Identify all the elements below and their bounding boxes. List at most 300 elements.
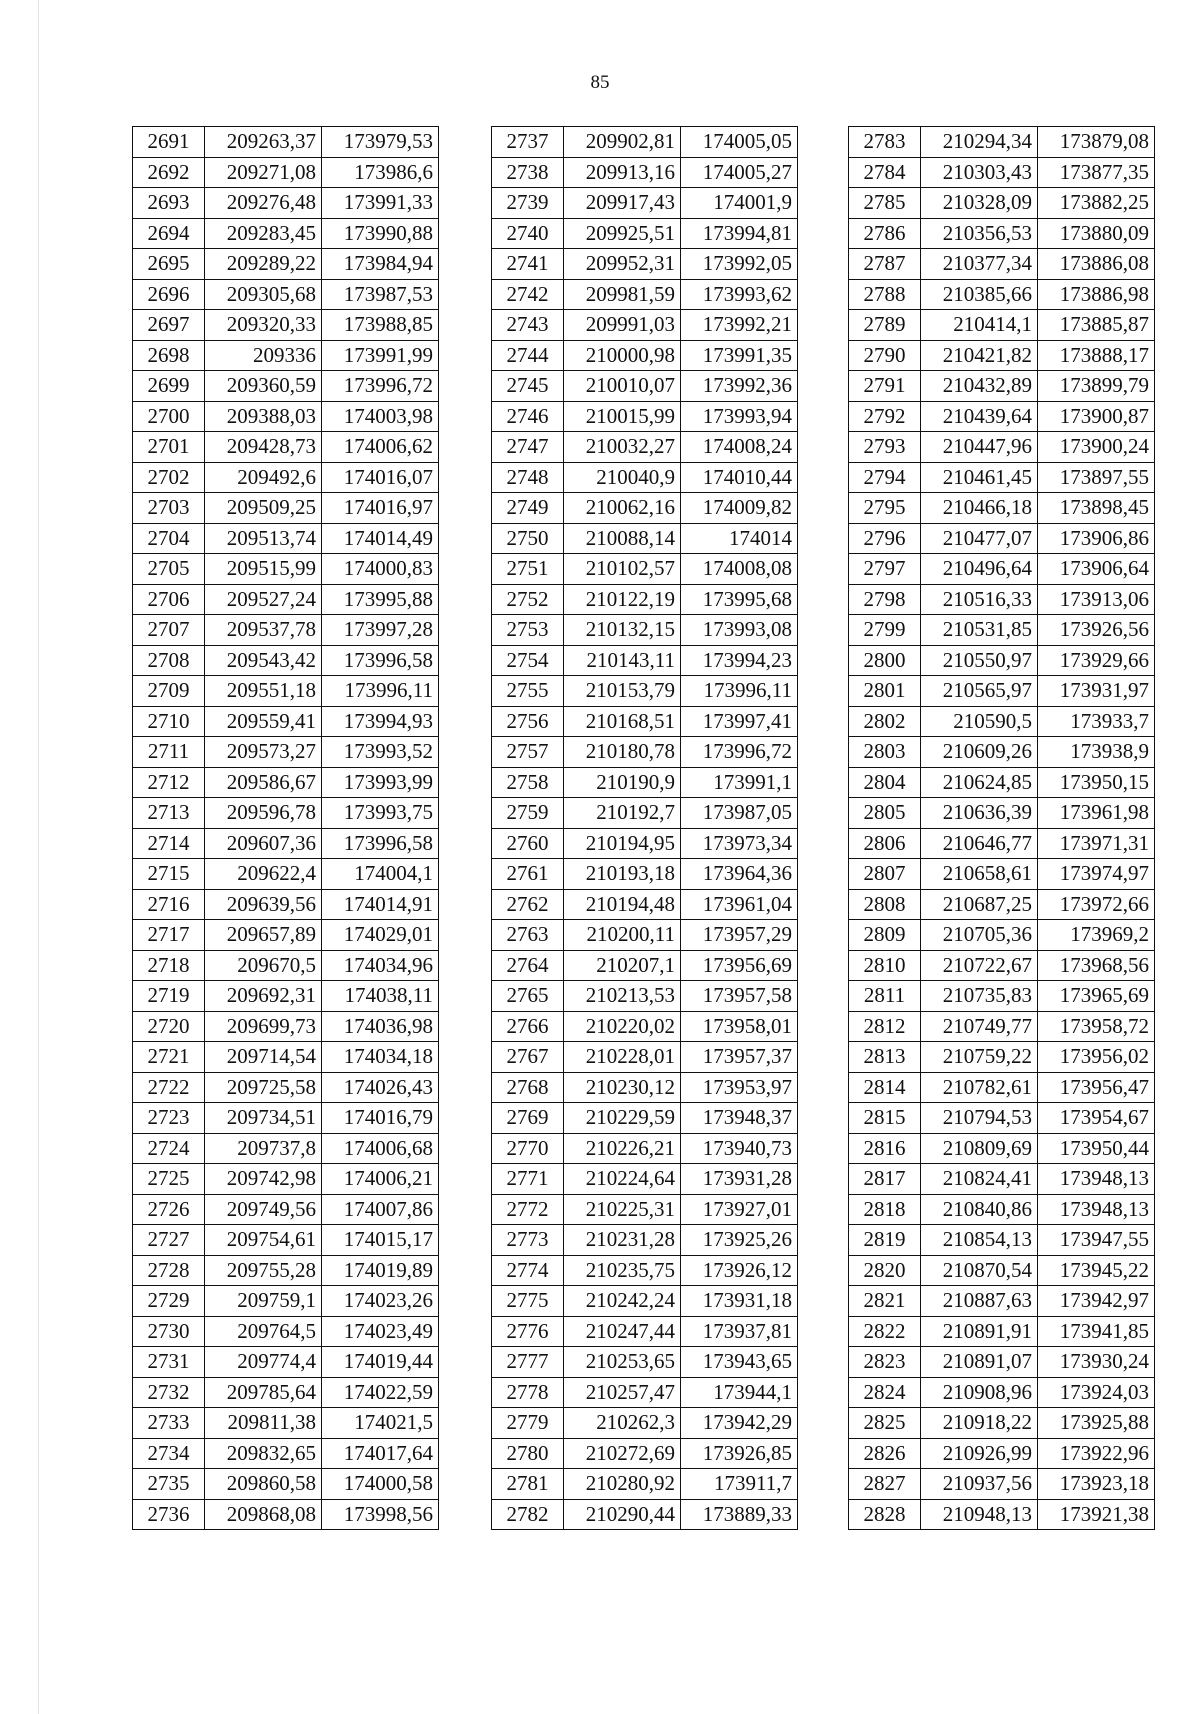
table-row	[849, 584, 1155, 615]
table-row	[492, 1438, 798, 1469]
y-coordinate-cell: 173926,85	[681, 1438, 798, 1469]
point-number-cell: 2704	[133, 523, 205, 554]
table-row	[849, 1499, 1155, 1530]
x-coordinate-cell: 210466,18	[921, 493, 1038, 524]
point-number-cell: 2751	[492, 554, 564, 585]
x-coordinate-cell: 210192,7	[564, 798, 681, 829]
x-coordinate-cell: 210356,53	[921, 218, 1038, 249]
table-row	[849, 462, 1155, 493]
point-number-cell: 2791	[849, 371, 921, 402]
y-coordinate-cell: 173937,81	[681, 1316, 798, 1347]
x-coordinate-cell: 209527,24	[205, 584, 322, 615]
x-coordinate-cell: 210926,99	[921, 1438, 1038, 1469]
y-coordinate-cell: 173925,26	[681, 1225, 798, 1256]
y-coordinate-cell: 173994,93	[322, 706, 439, 737]
y-coordinate-cell: 173923,18	[1038, 1469, 1155, 1500]
table-row	[492, 1011, 798, 1042]
y-coordinate-cell: 174034,96	[322, 950, 439, 981]
table-row	[492, 218, 798, 249]
x-coordinate-cell: 209622,4	[205, 859, 322, 890]
y-coordinate-cell: 173973,34	[681, 828, 798, 859]
table-row	[492, 1042, 798, 1073]
point-number-cell: 2821	[849, 1286, 921, 1317]
x-coordinate-cell: 209725,58	[205, 1072, 322, 1103]
y-coordinate-cell: 174036,98	[322, 1011, 439, 1042]
table-row	[133, 1255, 439, 1286]
y-coordinate-cell: 173956,69	[681, 950, 798, 981]
x-coordinate-cell: 210194,95	[564, 828, 681, 859]
table-row	[849, 310, 1155, 341]
point-number-cell: 2757	[492, 737, 564, 768]
table-row	[849, 1164, 1155, 1195]
page-number: 85	[590, 72, 610, 93]
point-number-cell: 2774	[492, 1255, 564, 1286]
y-coordinate-cell: 173987,53	[322, 279, 439, 310]
table-row	[849, 340, 1155, 371]
y-coordinate-cell: 174016,07	[322, 462, 439, 493]
y-coordinate-cell: 174029,01	[322, 920, 439, 951]
point-number-cell: 2827	[849, 1469, 921, 1500]
x-coordinate-cell: 210824,41	[921, 1164, 1038, 1195]
table-row	[133, 279, 439, 310]
y-coordinate-cell: 173957,29	[681, 920, 798, 951]
table-row	[133, 950, 439, 981]
x-coordinate-cell: 210794,53	[921, 1103, 1038, 1134]
table-row	[492, 1286, 798, 1317]
point-number-cell: 2740	[492, 218, 564, 249]
table-row	[492, 828, 798, 859]
y-coordinate-cell: 174034,18	[322, 1042, 439, 1073]
y-coordinate-cell: 173948,13	[1038, 1194, 1155, 1225]
y-coordinate-cell: 174014	[681, 523, 798, 554]
y-coordinate-cell: 173992,05	[681, 249, 798, 280]
y-coordinate-cell: 174023,26	[322, 1286, 439, 1317]
y-coordinate-cell: 173922,96	[1038, 1438, 1155, 1469]
table-row	[133, 1377, 439, 1408]
x-coordinate-cell: 210496,64	[921, 554, 1038, 585]
table-row	[849, 1042, 1155, 1073]
x-coordinate-cell: 209774,4	[205, 1347, 322, 1378]
table-row	[492, 1225, 798, 1256]
y-coordinate-cell: 174006,68	[322, 1133, 439, 1164]
table-row	[133, 462, 439, 493]
x-coordinate-cell: 210290,44	[564, 1499, 681, 1530]
point-number-cell: 2737	[492, 127, 564, 158]
x-coordinate-cell: 209492,6	[205, 462, 322, 493]
point-number-cell: 2826	[849, 1438, 921, 1469]
table-row	[849, 950, 1155, 981]
point-number-cell: 2770	[492, 1133, 564, 1164]
point-number-cell: 2801	[849, 676, 921, 707]
table-row	[849, 981, 1155, 1012]
y-coordinate-cell: 174010,44	[681, 462, 798, 493]
table-row	[133, 859, 439, 890]
point-number-cell: 2764	[492, 950, 564, 981]
x-coordinate-cell: 210948,13	[921, 1499, 1038, 1530]
table-row	[849, 1438, 1155, 1469]
table-row	[133, 1469, 439, 1500]
x-coordinate-cell: 210891,07	[921, 1347, 1038, 1378]
point-number-cell: 2788	[849, 279, 921, 310]
x-coordinate-cell: 210646,77	[921, 828, 1038, 859]
table-row	[133, 340, 439, 371]
table-row	[849, 889, 1155, 920]
y-coordinate-cell: 173882,25	[1038, 188, 1155, 219]
x-coordinate-cell: 210421,82	[921, 340, 1038, 371]
table-row	[133, 432, 439, 463]
table-row	[492, 188, 798, 219]
y-coordinate-cell: 173940,73	[681, 1133, 798, 1164]
y-coordinate-cell: 173986,6	[322, 157, 439, 188]
table-row	[133, 920, 439, 951]
point-number-cell: 2786	[849, 218, 921, 249]
y-coordinate-cell: 173993,08	[681, 615, 798, 646]
y-coordinate-cell: 173948,13	[1038, 1164, 1155, 1195]
table-row	[133, 1103, 439, 1134]
x-coordinate-cell: 209755,28	[205, 1255, 322, 1286]
table-row	[849, 1255, 1155, 1286]
y-coordinate-cell: 174009,82	[681, 493, 798, 524]
y-coordinate-cell: 173931,18	[681, 1286, 798, 1317]
x-coordinate-cell: 209699,73	[205, 1011, 322, 1042]
point-number-cell: 2776	[492, 1316, 564, 1347]
coordinates-table-1	[132, 126, 439, 1530]
x-coordinate-cell: 209573,27	[205, 737, 322, 768]
point-number-cell: 2756	[492, 706, 564, 737]
table-row	[492, 1133, 798, 1164]
x-coordinate-cell: 210153,79	[564, 676, 681, 707]
table-row	[849, 1377, 1155, 1408]
y-coordinate-cell: 174001,9	[681, 188, 798, 219]
point-number-cell: 2820	[849, 1255, 921, 1286]
point-number-cell: 2763	[492, 920, 564, 951]
y-coordinate-cell: 174007,86	[322, 1194, 439, 1225]
point-number-cell: 2775	[492, 1286, 564, 1317]
x-coordinate-cell: 210088,14	[564, 523, 681, 554]
table-row	[849, 1316, 1155, 1347]
table-row	[492, 249, 798, 280]
table-row	[849, 859, 1155, 890]
table-row	[133, 767, 439, 798]
point-number-cell: 2743	[492, 310, 564, 341]
table-row	[849, 554, 1155, 585]
x-coordinate-cell: 209754,61	[205, 1225, 322, 1256]
y-coordinate-cell: 173924,03	[1038, 1377, 1155, 1408]
table-row	[849, 218, 1155, 249]
y-coordinate-cell: 173968,56	[1038, 950, 1155, 981]
y-coordinate-cell: 173898,45	[1038, 493, 1155, 524]
point-number-cell: 2712	[133, 767, 205, 798]
y-coordinate-cell: 173944,1	[681, 1377, 798, 1408]
point-number-cell: 2760	[492, 828, 564, 859]
y-coordinate-cell: 173995,68	[681, 584, 798, 615]
x-coordinate-cell: 209764,5	[205, 1316, 322, 1347]
coordinates-table-3	[848, 126, 1155, 1530]
table-row	[492, 371, 798, 402]
point-number-cell: 2720	[133, 1011, 205, 1042]
y-coordinate-cell: 173956,02	[1038, 1042, 1155, 1073]
point-number-cell: 2824	[849, 1377, 921, 1408]
y-coordinate-cell: 174038,11	[322, 981, 439, 1012]
x-coordinate-cell: 209832,65	[205, 1438, 322, 1469]
y-coordinate-cell: 173953,97	[681, 1072, 798, 1103]
x-coordinate-cell: 209714,54	[205, 1042, 322, 1073]
point-number-cell: 2792	[849, 401, 921, 432]
point-number-cell: 2699	[133, 371, 205, 402]
y-coordinate-cell: 173938,9	[1038, 737, 1155, 768]
table-row	[492, 1408, 798, 1439]
point-number-cell: 2694	[133, 218, 205, 249]
x-coordinate-cell: 209509,25	[205, 493, 322, 524]
table-row	[492, 767, 798, 798]
x-coordinate-cell: 210122,19	[564, 584, 681, 615]
table-row	[133, 371, 439, 402]
x-coordinate-cell: 210377,34	[921, 249, 1038, 280]
y-coordinate-cell: 173954,67	[1038, 1103, 1155, 1134]
point-number-cell: 2696	[133, 279, 205, 310]
y-coordinate-cell: 173992,36	[681, 371, 798, 402]
x-coordinate-cell: 210328,09	[921, 188, 1038, 219]
y-coordinate-cell: 173906,64	[1038, 554, 1155, 585]
point-number-cell: 2721	[133, 1042, 205, 1073]
y-coordinate-cell: 173991,33	[322, 188, 439, 219]
x-coordinate-cell: 209263,37	[205, 127, 322, 158]
x-coordinate-cell: 209902,81	[564, 127, 681, 158]
point-number-cell: 2802	[849, 706, 921, 737]
point-number-cell: 2818	[849, 1194, 921, 1225]
y-coordinate-cell: 173925,88	[1038, 1408, 1155, 1439]
table-row	[492, 920, 798, 951]
point-number-cell: 2810	[849, 950, 921, 981]
point-number-cell: 2806	[849, 828, 921, 859]
x-coordinate-cell: 210015,99	[564, 401, 681, 432]
table-row	[133, 889, 439, 920]
table-row	[492, 554, 798, 585]
y-coordinate-cell: 174003,98	[322, 401, 439, 432]
y-coordinate-cell: 173897,55	[1038, 462, 1155, 493]
point-number-cell: 2790	[849, 340, 921, 371]
x-coordinate-cell: 210550,97	[921, 645, 1038, 676]
table-row	[849, 1072, 1155, 1103]
y-coordinate-cell: 174022,59	[322, 1377, 439, 1408]
table-row	[849, 1347, 1155, 1378]
point-number-cell: 2705	[133, 554, 205, 585]
table-row	[492, 1072, 798, 1103]
y-coordinate-cell: 173958,01	[681, 1011, 798, 1042]
point-number-cell: 2748	[492, 462, 564, 493]
table-row	[849, 1103, 1155, 1134]
x-coordinate-cell: 210937,56	[921, 1469, 1038, 1500]
x-coordinate-cell: 209283,45	[205, 218, 322, 249]
table-row	[492, 462, 798, 493]
x-coordinate-cell: 209737,8	[205, 1133, 322, 1164]
y-coordinate-cell: 173886,08	[1038, 249, 1155, 280]
y-coordinate-cell: 173957,37	[681, 1042, 798, 1073]
point-number-cell: 2816	[849, 1133, 921, 1164]
table-row	[133, 1194, 439, 1225]
table-row	[492, 127, 798, 158]
table-row	[849, 1469, 1155, 1500]
point-number-cell: 2773	[492, 1225, 564, 1256]
table-row	[492, 950, 798, 981]
x-coordinate-cell: 210032,27	[564, 432, 681, 463]
table-row	[492, 889, 798, 920]
table-row	[133, 1011, 439, 1042]
table-row	[133, 188, 439, 219]
point-number-cell: 2741	[492, 249, 564, 280]
point-number-cell: 2795	[849, 493, 921, 524]
table-row	[133, 584, 439, 615]
x-coordinate-cell: 210705,36	[921, 920, 1038, 951]
point-number-cell: 2745	[492, 371, 564, 402]
x-coordinate-cell: 209639,56	[205, 889, 322, 920]
point-number-cell: 2710	[133, 706, 205, 737]
point-number-cell: 2799	[849, 615, 921, 646]
point-number-cell: 2739	[492, 188, 564, 219]
point-number-cell: 2811	[849, 981, 921, 1012]
x-coordinate-cell: 210840,86	[921, 1194, 1038, 1225]
coordinates-table-2	[491, 126, 798, 1530]
table-row	[492, 1194, 798, 1225]
x-coordinate-cell: 210624,85	[921, 767, 1038, 798]
table-row	[849, 432, 1155, 463]
y-coordinate-cell: 173900,24	[1038, 432, 1155, 463]
y-coordinate-cell: 173945,22	[1038, 1255, 1155, 1286]
table-row	[492, 798, 798, 829]
x-coordinate-cell: 210225,31	[564, 1194, 681, 1225]
point-number-cell: 2784	[849, 157, 921, 188]
y-coordinate-cell: 173933,7	[1038, 706, 1155, 737]
y-coordinate-cell: 173987,05	[681, 798, 798, 829]
point-number-cell: 2782	[492, 1499, 564, 1530]
x-coordinate-cell: 209388,03	[205, 401, 322, 432]
table-row	[849, 1133, 1155, 1164]
table-row	[849, 1286, 1155, 1317]
point-number-cell: 2731	[133, 1347, 205, 1378]
y-coordinate-cell: 173969,2	[1038, 920, 1155, 951]
y-coordinate-cell: 173972,66	[1038, 889, 1155, 920]
point-number-cell: 2781	[492, 1469, 564, 1500]
x-coordinate-cell: 210213,53	[564, 981, 681, 1012]
y-coordinate-cell: 173971,31	[1038, 828, 1155, 859]
y-coordinate-cell: 173885,87	[1038, 310, 1155, 341]
table-row	[849, 493, 1155, 524]
point-number-cell: 2719	[133, 981, 205, 1012]
y-coordinate-cell: 173996,72	[681, 737, 798, 768]
table-row	[492, 1316, 798, 1347]
table-row	[849, 523, 1155, 554]
y-coordinate-cell: 173942,97	[1038, 1286, 1155, 1317]
point-number-cell: 2780	[492, 1438, 564, 1469]
point-number-cell: 2709	[133, 676, 205, 707]
y-coordinate-cell: 173913,06	[1038, 584, 1155, 615]
y-coordinate-cell: 173994,23	[681, 645, 798, 676]
x-coordinate-cell: 210228,01	[564, 1042, 681, 1073]
y-coordinate-cell: 173994,81	[681, 218, 798, 249]
point-number-cell: 2755	[492, 676, 564, 707]
y-coordinate-cell: 174006,62	[322, 432, 439, 463]
table-row	[849, 767, 1155, 798]
table-row	[133, 1499, 439, 1530]
point-number-cell: 2693	[133, 188, 205, 219]
y-coordinate-cell: 173965,69	[1038, 981, 1155, 1012]
point-number-cell: 2734	[133, 1438, 205, 1469]
x-coordinate-cell: 210253,65	[564, 1347, 681, 1378]
y-coordinate-cell: 173926,56	[1038, 615, 1155, 646]
x-coordinate-cell: 210231,28	[564, 1225, 681, 1256]
point-number-cell: 2779	[492, 1408, 564, 1439]
x-coordinate-cell: 209360,59	[205, 371, 322, 402]
y-coordinate-cell: 173950,15	[1038, 767, 1155, 798]
y-coordinate-cell: 173984,94	[322, 249, 439, 280]
y-coordinate-cell: 173877,35	[1038, 157, 1155, 188]
x-coordinate-cell: 210722,67	[921, 950, 1038, 981]
y-coordinate-cell: 173900,87	[1038, 401, 1155, 432]
table-row	[492, 1377, 798, 1408]
table-row	[133, 1164, 439, 1195]
x-coordinate-cell: 209981,59	[564, 279, 681, 310]
y-coordinate-cell: 173899,79	[1038, 371, 1155, 402]
table-row	[492, 340, 798, 371]
x-coordinate-cell: 210477,07	[921, 523, 1038, 554]
table-row	[133, 1072, 439, 1103]
y-coordinate-cell: 173992,21	[681, 310, 798, 341]
point-number-cell: 2744	[492, 340, 564, 371]
y-coordinate-cell: 174026,43	[322, 1072, 439, 1103]
x-coordinate-cell: 210000,98	[564, 340, 681, 371]
x-coordinate-cell: 210194,48	[564, 889, 681, 920]
x-coordinate-cell: 210132,15	[564, 615, 681, 646]
y-coordinate-cell: 173993,99	[322, 767, 439, 798]
y-coordinate-cell: 174019,89	[322, 1255, 439, 1286]
point-number-cell: 2785	[849, 188, 921, 219]
point-number-cell: 2778	[492, 1377, 564, 1408]
point-number-cell: 2783	[849, 127, 921, 158]
x-coordinate-cell: 210432,89	[921, 371, 1038, 402]
table-row	[849, 737, 1155, 768]
point-number-cell: 2716	[133, 889, 205, 920]
x-coordinate-cell: 210280,92	[564, 1469, 681, 1500]
table-row	[133, 1225, 439, 1256]
table-row	[133, 798, 439, 829]
table-row	[133, 401, 439, 432]
point-number-cell: 2727	[133, 1225, 205, 1256]
y-coordinate-cell: 173991,99	[322, 340, 439, 371]
y-coordinate-cell: 173927,01	[681, 1194, 798, 1225]
y-coordinate-cell: 174000,58	[322, 1469, 439, 1500]
x-coordinate-cell: 210439,64	[921, 401, 1038, 432]
table-row	[849, 1011, 1155, 1042]
table-row	[492, 676, 798, 707]
point-number-cell: 2819	[849, 1225, 921, 1256]
point-number-cell: 2749	[492, 493, 564, 524]
x-coordinate-cell: 210190,9	[564, 767, 681, 798]
point-number-cell: 2796	[849, 523, 921, 554]
y-coordinate-cell: 173941,85	[1038, 1316, 1155, 1347]
table-row	[133, 615, 439, 646]
table-row	[133, 127, 439, 158]
y-coordinate-cell: 174005,05	[681, 127, 798, 158]
table-row	[492, 1103, 798, 1134]
y-coordinate-cell: 173996,72	[322, 371, 439, 402]
x-coordinate-cell: 210658,61	[921, 859, 1038, 890]
x-coordinate-cell: 210782,61	[921, 1072, 1038, 1103]
x-coordinate-cell: 210531,85	[921, 615, 1038, 646]
x-coordinate-cell: 209515,99	[205, 554, 322, 585]
x-coordinate-cell: 210235,75	[564, 1255, 681, 1286]
y-coordinate-cell: 173921,38	[1038, 1499, 1155, 1530]
point-number-cell: 2766	[492, 1011, 564, 1042]
